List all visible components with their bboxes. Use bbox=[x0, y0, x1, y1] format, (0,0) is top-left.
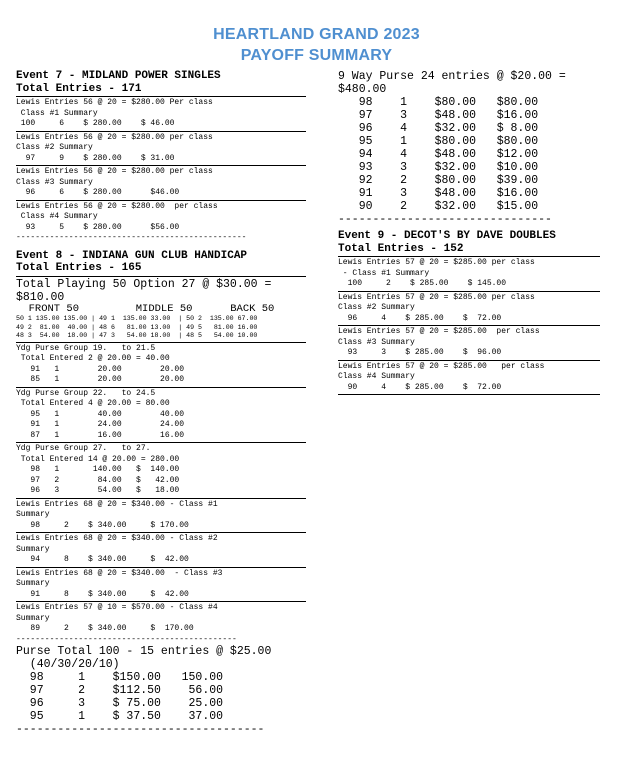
section-divider bbox=[338, 325, 600, 326]
text-line: 98 1 $80.00 $80.00 bbox=[338, 96, 539, 109]
text-line: ------------------------------------ bbox=[16, 723, 265, 736]
text-line: Lewis Entries 56 @ 20 = $280.00 Per class bbox=[16, 98, 213, 107]
text-line: Class #3 Summary bbox=[338, 337, 415, 347]
text-line: 96 6 $ 280.00 $46.00 bbox=[16, 188, 180, 197]
text-line: Lewis Entries 56 @ 20 = $280.00 per class bbox=[16, 201, 218, 211]
text-line: 91 1 20.00 20.00 bbox=[16, 364, 185, 374]
text-line: 96 3 54.00 $ 18.00 bbox=[16, 486, 180, 495]
left-column bbox=[16, 70, 306, 736]
text-line: Ydg Purse Group 19. to 21.5 bbox=[16, 343, 156, 353]
text-line: 91 1 24.00 24.00 bbox=[16, 420, 185, 429]
section-divider bbox=[16, 96, 306, 97]
section-divider bbox=[16, 342, 306, 343]
text-line: Ydg Purse Group 22. to 24.5 bbox=[16, 388, 156, 398]
text-line: $480.00 bbox=[338, 83, 387, 96]
text-line: Total Entered 4 @ 20.00 = 80.00 bbox=[16, 399, 170, 408]
text-line: Lewis Entries 56 @ 20 = $280.00 per class bbox=[16, 167, 213, 176]
text-line: Ydg Purse Group 27. to 27. bbox=[16, 444, 151, 453]
section-divider bbox=[338, 360, 600, 361]
section-divider bbox=[16, 165, 306, 166]
text-line: Class #1 Summary bbox=[16, 108, 98, 118]
text-line: 91 3 $48.00 $16.00 bbox=[338, 187, 539, 200]
text-line: FRONT 50 MIDDLE 50 BACK 50 bbox=[16, 303, 275, 315]
text-line: 96 4 $ 285.00 $ 72.00 bbox=[338, 313, 502, 323]
text-line: Class #3 Summary bbox=[16, 177, 93, 187]
section-divider bbox=[16, 532, 306, 533]
text-line: 98 1 140.00 $ 140.00 bbox=[16, 465, 180, 474]
text-line: 90 2 $32.00 $15.00 bbox=[338, 200, 539, 213]
text-line: 95 1 40.00 40.00 bbox=[16, 409, 185, 419]
text-line: Lewis Entries 68 @ 20 = $340.00 - Class #2 bbox=[16, 534, 218, 543]
text-line: ------------------------------------------------ bbox=[16, 233, 247, 242]
text-line: Total Entered 14 @ 20.00 = 280.00 bbox=[16, 454, 180, 464]
text-line: - Class #1 Summary bbox=[338, 268, 430, 278]
section-divider bbox=[16, 276, 306, 277]
text-line: Lewis Entries 57 @ 20 = $285.00 per class bbox=[338, 361, 545, 371]
section-divider bbox=[338, 291, 600, 292]
text-line: Lewis Entries 57 @ 20 = $285.00 per class bbox=[338, 327, 540, 336]
text-line: Summary bbox=[16, 579, 50, 588]
event-heading: Total Entries - 171 bbox=[16, 82, 142, 95]
text-line: 95 1 $ 37.50 37.00 bbox=[16, 710, 224, 723]
section-divider bbox=[16, 442, 306, 443]
event-heading: Event 8 - INDIANA GUN CLUB HANDICAP bbox=[16, 249, 248, 262]
event-heading: Total Entries - 152 bbox=[338, 242, 464, 255]
text-line: 93 3 $32.00 $10.00 bbox=[338, 161, 539, 174]
event-heading: Event 9 - DECOT'S BY DAVE DOUBLES bbox=[338, 230, 556, 242]
section-divider bbox=[16, 131, 306, 132]
text-line: ---------------------------------------------- bbox=[16, 634, 237, 644]
text-line: Purse Total 100 - 15 entries @ $25.00 bbox=[16, 645, 272, 658]
text-line: 100 2 $ 285.00 $ 145.00 bbox=[338, 279, 507, 288]
text-line: 49 2 81.00 40.00 | 48 6 81.00 13.00 | 49 5 81.00 16.00 bbox=[16, 323, 258, 331]
text-line: Total Entered 2 @ 20.00 = 40.00 bbox=[16, 354, 170, 363]
event-heading: Total Entries - 165 bbox=[16, 262, 142, 274]
text-line: 98 1 $150.00 150.00 bbox=[16, 671, 224, 684]
text-line: 87 1 16.00 16.00 bbox=[16, 430, 185, 440]
text-line: 95 1 $80.00 $80.00 bbox=[338, 135, 539, 148]
text-line: 100 6 $ 280.00 $ 46.00 bbox=[16, 119, 175, 128]
text-line: 50 1 135.00 135.00 | 49 1 135.00 33.00 | 50 2 135.00 67.00 bbox=[16, 315, 258, 322]
text-line: Class #2 Summary bbox=[16, 143, 93, 152]
text-line: 9 Way Purse 24 entries @ $20.00 = bbox=[338, 70, 566, 83]
text-line: 94 4 $48.00 $12.00 bbox=[338, 148, 539, 161]
text-line: Class #4 Summary bbox=[16, 212, 98, 221]
text-line: 93 3 $ 285.00 $ 96.00 bbox=[338, 348, 502, 357]
text-line: 48 3 54.00 18.00 | 47 3 54.00 18.00 | 48 5 54.00 10.00 bbox=[16, 332, 258, 339]
text-line: $810.00 bbox=[16, 290, 65, 304]
text-line: 97 2 $112.50 56.00 bbox=[16, 684, 224, 697]
text-line: (40/30/20/10) bbox=[16, 658, 120, 671]
text-line: Summary bbox=[16, 544, 50, 554]
section-divider bbox=[338, 394, 600, 395]
section-divider bbox=[338, 256, 600, 257]
text-line: Lewis Entries 57 @ 10 = $570.00 - Class #4 bbox=[16, 603, 218, 612]
text-line: ------------------------------- bbox=[338, 213, 552, 226]
text-line: 91 8 $ 340.00 $ 42.00 bbox=[16, 589, 189, 599]
text-line: 93 5 $ 280.00 $56.00 bbox=[16, 222, 180, 232]
text-line: 90 4 $ 285.00 $ 72.00 bbox=[338, 382, 502, 392]
text-line: Total Playing 50 Option 27 @ $30.00 = bbox=[16, 277, 272, 291]
text-line: Summary bbox=[16, 613, 50, 623]
text-line: Lewis Entries 68 @ 20 = $340.00 - Class #3 bbox=[16, 568, 223, 578]
section-divider bbox=[16, 200, 306, 201]
text-line: 96 3 $ 75.00 25.00 bbox=[16, 697, 224, 710]
document-title: HEARTLAND GRAND 2023 bbox=[213, 26, 420, 43]
text-line: Class #2 Summary bbox=[338, 303, 415, 312]
text-line: Lewis Entries 57 @ 20 = $285.00 per class bbox=[338, 258, 535, 267]
text-line: Lewis Entries 56 @ 20 = $280.00 per class bbox=[16, 132, 213, 142]
text-line: Summary bbox=[16, 510, 50, 519]
text-line: 94 8 $ 340.00 $ 42.00 bbox=[16, 555, 189, 564]
text-line: Lewis Entries 57 @ 20 = $285.00 per class bbox=[338, 292, 535, 302]
text-line: 89 2 $ 340.00 $ 170.00 bbox=[16, 624, 194, 633]
text-line: 97 3 $48.00 $16.00 bbox=[338, 109, 539, 122]
section-divider bbox=[16, 498, 306, 499]
text-line: 85 1 20.00 20.00 bbox=[16, 375, 185, 384]
text-line: Class #4 Summary bbox=[338, 372, 415, 381]
text-line: 92 2 $80.00 $39.00 bbox=[338, 174, 539, 187]
text-line: Lewis Entries 68 @ 20 = $340.00 - Class #1 bbox=[16, 499, 218, 509]
document-subtitle: PAYOFF SUMMARY bbox=[240, 47, 393, 64]
text-line: 98 2 $ 340.00 $ 170.00 bbox=[16, 520, 189, 530]
text-line: 97 9 $ 280.00 $ 31.00 bbox=[16, 153, 175, 163]
section-divider bbox=[16, 601, 306, 602]
section-divider bbox=[16, 567, 306, 568]
event-heading: Event 7 - MIDLAND POWER SINGLES bbox=[16, 70, 221, 82]
section-divider bbox=[16, 387, 306, 388]
text-line: 96 4 $32.00 $ 8.00 bbox=[338, 122, 539, 135]
right-column bbox=[338, 70, 600, 396]
text-line: 97 2 84.00 $ 42.00 bbox=[16, 475, 180, 485]
